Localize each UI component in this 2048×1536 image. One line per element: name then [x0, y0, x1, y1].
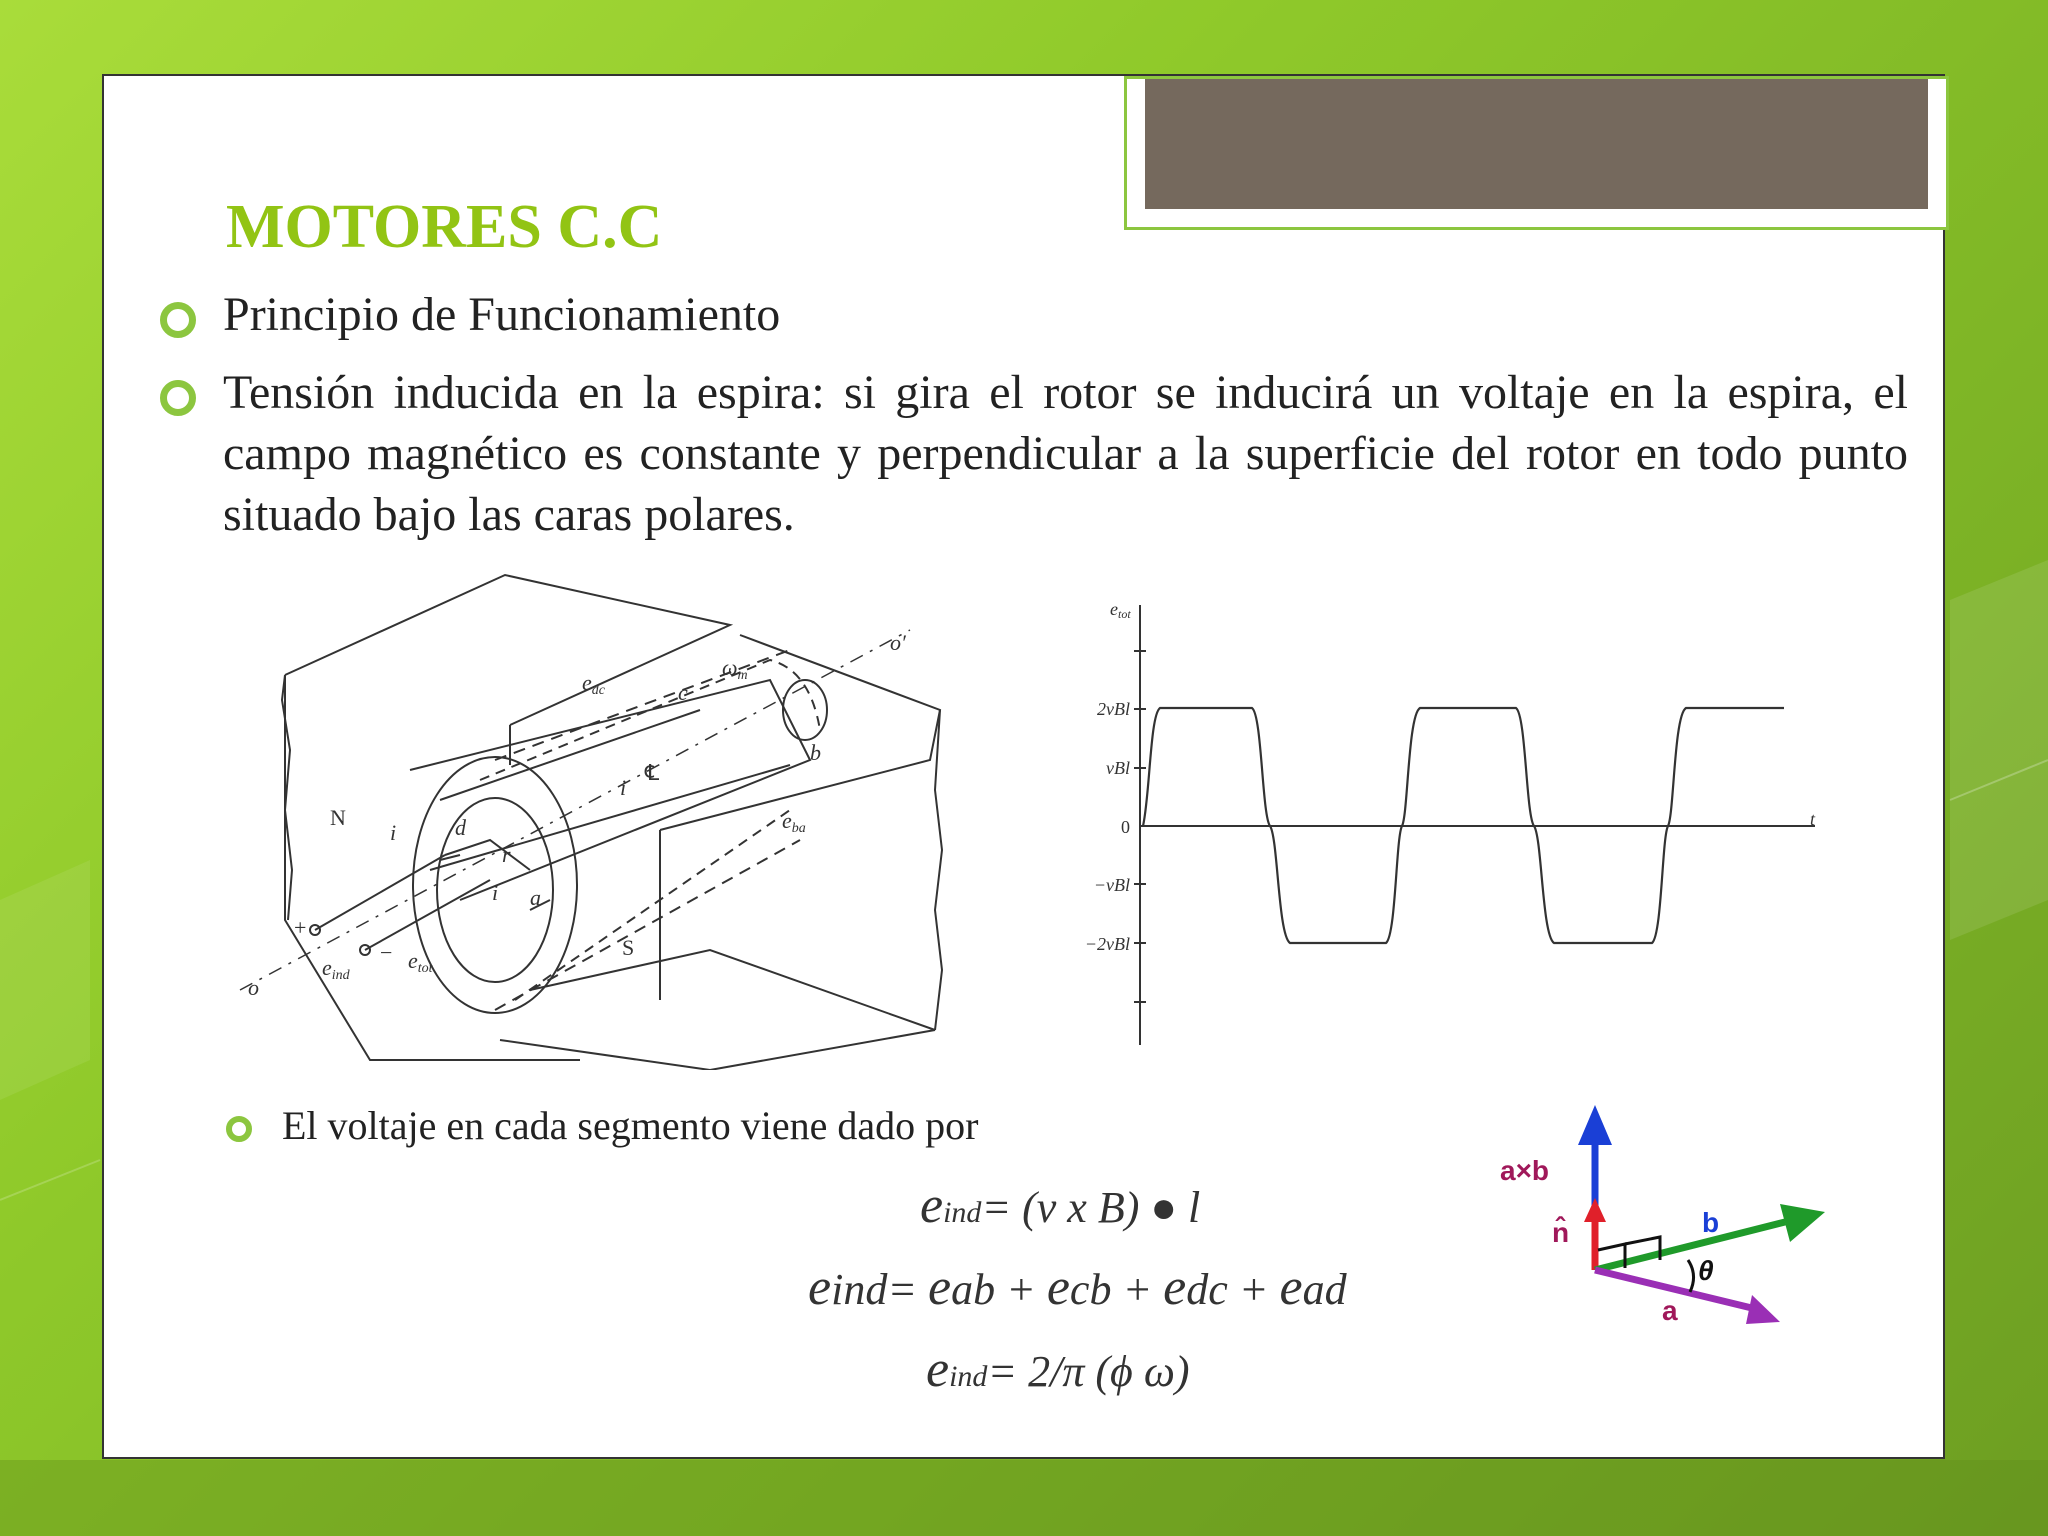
a-arrowhead-icon	[1746, 1295, 1780, 1324]
label-current-i: i	[492, 880, 499, 905]
label-current-i: i	[390, 820, 397, 845]
label-a: a	[530, 885, 541, 910]
motor-diagram	[230, 570, 960, 1070]
x-axis-label: t	[1810, 809, 1816, 829]
label-o: o	[248, 975, 259, 1000]
label-b: b	[1702, 1207, 1720, 1238]
label-a: a	[1662, 1295, 1678, 1326]
bullet-circle-icon	[160, 302, 196, 338]
label-e-tot: etot	[408, 948, 433, 976]
slide-title: MOTORES C.C	[226, 193, 663, 261]
label-c: c	[678, 680, 688, 705]
formula-induced-voltage-vector: eind= (v x B) ● l	[920, 1177, 1201, 1234]
bullet-principio	[160, 284, 780, 345]
label-e-ind: eind	[322, 955, 350, 983]
tick-label: vBl	[1106, 758, 1130, 778]
axb-arrowhead-icon	[1578, 1105, 1612, 1145]
label-axb: a×b	[1500, 1155, 1550, 1186]
tick-label: −vBl	[1093, 875, 1130, 895]
label-minus: −	[380, 940, 393, 965]
voltage-waveform	[1080, 595, 1840, 1055]
label-plus: +	[294, 915, 307, 940]
header-tab-fill	[1145, 79, 1928, 209]
label-b: b	[810, 740, 821, 765]
bullet-tension	[160, 362, 1908, 545]
cross-product-diagram	[1490, 1100, 1830, 1330]
tick-label: −2vBl	[1084, 934, 1130, 954]
label-axis: ℄	[645, 760, 660, 785]
bullet-text: Tensión inducida en la espira: si gira el rotor se inducirá un voltaje en la espira, el campo magnético es constante y perpendicular a la superficie del rotor en todo punto situado bajo las caras polares.	[223, 366, 1908, 541]
bullet-voltaje-segmento	[226, 1100, 978, 1152]
label-n: n̂	[1552, 1217, 1570, 1248]
label-current-i: i	[620, 775, 627, 800]
formula-induced-voltage-sum: eind= eab + ecb + edc + ead	[808, 1259, 1347, 1316]
b-arrowhead-icon	[1780, 1204, 1825, 1242]
bullet-text: Principio de Funcionamiento	[223, 288, 781, 341]
bullet-text: El voltaje en cada segmento viene dado por	[282, 1103, 979, 1148]
label-south: S	[622, 935, 635, 960]
tick-label: 2vBl	[1097, 699, 1130, 719]
y-axis-label: etot	[1110, 599, 1131, 621]
label-e-ba: eba	[782, 808, 806, 836]
formula-induced-voltage-flux: eind= 2/π (ϕ ω)	[926, 1341, 1190, 1398]
tick-label: 0	[1121, 817, 1130, 837]
label-e-dc: edc	[582, 670, 605, 698]
header-tab	[1124, 76, 1949, 230]
label-r: r	[502, 842, 511, 867]
n-arrowhead-icon	[1584, 1198, 1606, 1222]
bullet-circle-icon	[226, 1116, 252, 1142]
label-d: d	[455, 815, 466, 840]
label-theta: θ	[1698, 1255, 1714, 1286]
label-north: N	[330, 805, 346, 830]
label-omega: ωm	[722, 655, 748, 683]
bullet-circle-icon	[160, 380, 196, 416]
label-o-prime: o′	[890, 630, 906, 655]
